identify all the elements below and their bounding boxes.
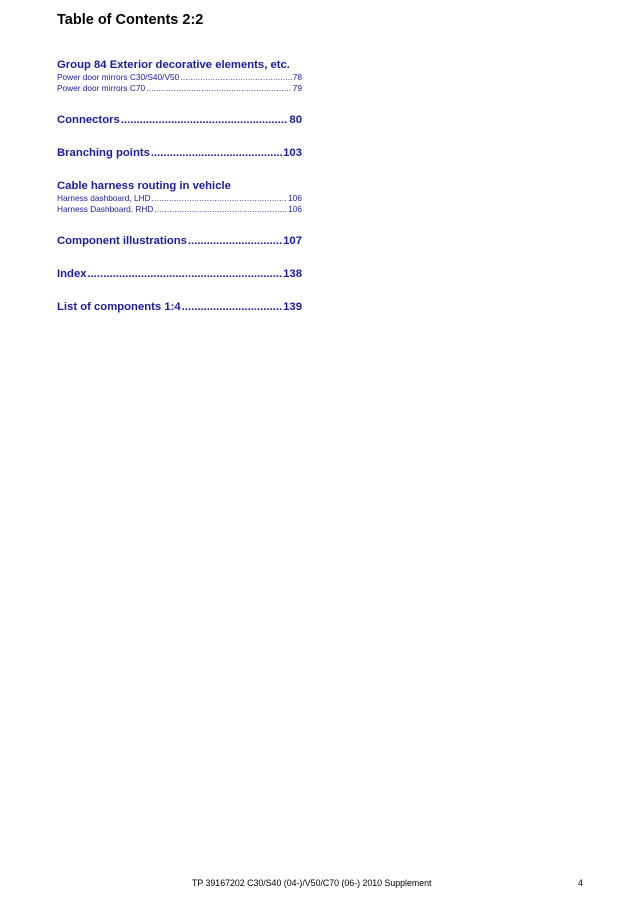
toc-heading-label: Index — [57, 268, 87, 280]
toc-heading-label: List of components 1:4 — [57, 301, 181, 313]
toc-section-components — [57, 234, 302, 248]
toc-heading-label: Branching points — [57, 147, 150, 159]
toc-group-heading[interactable]: Cable harness routing in vehicle — [57, 180, 231, 192]
toc-entry-page: 79 — [292, 83, 302, 93]
toc-link-component-illustrations[interactable] — [57, 234, 302, 248]
leader-dots — [121, 113, 289, 127]
toc-entry-page: 106 — [288, 193, 302, 203]
toc-section-group84 — [57, 58, 302, 94]
toc-section-connectors — [57, 113, 302, 127]
toc-section-harness — [57, 179, 302, 215]
footer-page-number: 4 — [578, 878, 583, 888]
toc-heading-label: Connectors — [57, 114, 120, 126]
toc-section-list — [57, 300, 302, 314]
toc-heading-label: Component illustrations — [57, 235, 187, 247]
leader-dots — [152, 193, 288, 204]
leader-dots — [88, 267, 283, 281]
toc-entry-power-door-mirrors-c30[interactable] — [57, 72, 302, 83]
toc-entry-harness-lhd[interactable] — [57, 193, 302, 204]
toc-entry-label: Harness Dashboard, RHD — [57, 204, 154, 214]
toc-group-heading[interactable]: Group 84 Exterior decorative elements, etc. — [57, 59, 290, 71]
table-of-contents — [57, 58, 302, 333]
leader-dots — [151, 146, 282, 160]
toc-link-index[interactable] — [57, 267, 302, 281]
toc-heading-page: 139 — [283, 301, 302, 313]
toc-section-branching — [57, 146, 302, 160]
leader-dots — [146, 83, 292, 94]
toc-entry-page: 78 — [292, 72, 302, 82]
toc-heading-page: 103 — [283, 147, 302, 159]
toc-entry-label: Power door mirrors C30/S40/V50 — [57, 72, 180, 82]
toc-link-branching-points[interactable] — [57, 146, 302, 160]
toc-entry-page: 106 — [288, 204, 302, 214]
toc-section-index — [57, 267, 302, 281]
toc-link-connectors[interactable] — [57, 113, 302, 127]
footer-document-id: TP 39167202 C30/S40 (04-)/V50/C70 (06-) 2010 Supplement — [192, 878, 432, 888]
leader-dots — [154, 204, 287, 215]
leader-dots — [180, 72, 292, 83]
toc-entry-power-door-mirrors-c70[interactable] — [57, 83, 302, 94]
toc-link-list-of-components[interactable] — [57, 300, 302, 314]
toc-entry-label: Power door mirrors C70 — [57, 83, 146, 93]
page-title: Table of Contents 2:2 — [57, 12, 204, 28]
toc-heading-page: 80 — [289, 114, 302, 126]
toc-entry-harness-rhd[interactable] — [57, 204, 302, 215]
leader-dots — [188, 234, 282, 248]
toc-heading-page: 107 — [283, 235, 302, 247]
leader-dots — [182, 300, 282, 314]
toc-heading-page: 138 — [283, 268, 302, 280]
toc-entry-label: Harness dashboard, LHD — [57, 193, 151, 203]
